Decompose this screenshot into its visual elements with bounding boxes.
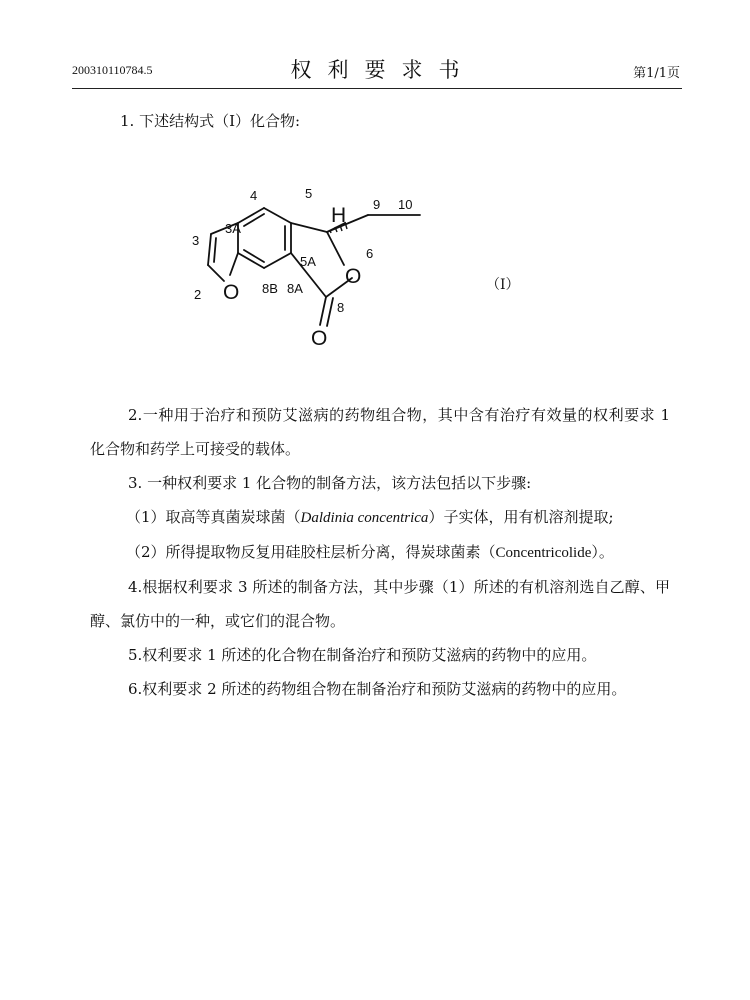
hydrogen-label: H [331,204,347,227]
claim-1-text: 1. 下述结构式（I）化合物: [120,112,301,130]
atom-label-4: 4 [250,188,258,203]
double-bond [244,250,264,262]
bond [327,232,344,265]
double-bond [320,297,326,325]
claim-3-step-1 [90,500,670,535]
atom-label-8b: 8B [262,281,278,296]
atom-label-2: 2 [194,287,202,302]
wedge-hash [330,230,331,233]
atom-label-8a: 8A [287,281,303,296]
lactone-oxygen-label: O [345,265,362,288]
atom-label-6: 6 [366,246,374,261]
claim-4: 4.根据权利要求 3 所述的制备方法，其中步骤（1）所述的有机溶剂选自乙醇、甲醇、氯仿中的一种，或它们的混合物。 [90,578,670,630]
atom-label-5a: 5A [300,254,316,269]
double-bond [214,238,216,262]
atom-label-5: 5 [305,186,313,201]
atom-label-8: 8 [337,300,345,315]
header-rule [72,88,682,89]
bond [230,253,238,275]
header-title: 权利要求书 [290,58,476,82]
double-bond [327,298,333,326]
atom-label-9: 9 [373,197,381,212]
atom-label-3: 3 [192,233,200,248]
furan-oxygen-label: O [223,281,240,304]
atom-label-10: 10 [398,197,413,212]
claim-3: 3. 一种权利要求 1 化合物的制备方法，该方法包括以下步骤: [128,474,532,492]
bond [264,253,291,268]
claim-3-step-2 [90,535,670,570]
claims-body [90,398,670,706]
bond [208,265,224,281]
bond [291,223,327,232]
formula-label: （I） [486,277,520,293]
claim-6: 6.权利要求 2 所述的药物组合物在制备治疗和预防艾滋病的药物中的应用。 [128,680,627,698]
double-bond [244,214,264,226]
header-page-number: 第1/1页 [633,66,680,81]
claim-2: 2.一种用于治疗和预防艾滋病的药物组合物，其中含有治疗有效量的权利要求 1 化合物和药学上可接受的载体。 [90,406,670,458]
bond [208,234,211,265]
species-name: Daldinia concentrica [300,510,429,526]
claim-5: 5.权利要求 1 所述的化合物在制备治疗和预防艾滋病的药物中的应用。 [128,646,597,664]
claim-3-step-2-post: ）。 [591,543,614,561]
atom-label-3a: 3A [225,221,241,236]
claim-3-step-2-pre: （2）所得提取物反复用硅胶柱层析分离，得炭球菌素（ [126,543,496,561]
claim-3-step-1-post: ）子实体，用有机溶剂提取; [428,508,614,526]
compound-name: Concentricolide [495,545,592,561]
chemical-structure [180,175,460,355]
claim-3-step-1-pre: （1）取高等真菌炭球菌（ [126,508,301,526]
header-application-number: 200310110784.5 [72,63,153,77]
bond [264,208,291,223]
carbonyl-oxygen-label: O [311,327,328,350]
